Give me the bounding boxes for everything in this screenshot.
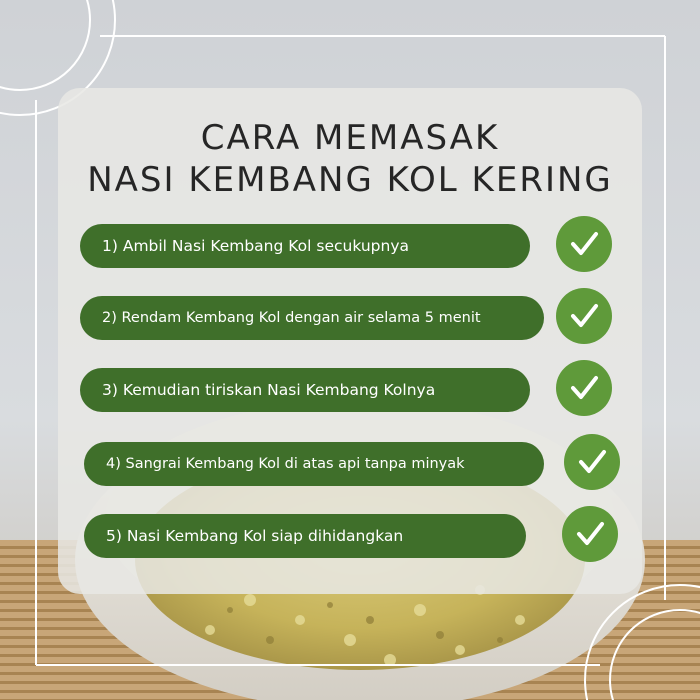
page-title-line-1: CARA MEMASAK <box>200 118 500 158</box>
step-2-label: 2) Rendam Kembang Kol dengan air selama 5 menit <box>102 310 481 326</box>
step-2 <box>80 296 544 340</box>
step-5 <box>84 514 526 558</box>
step-1-label: 1) Ambil Nasi Kembang Kol secukupnya <box>102 237 409 255</box>
step-3-check <box>556 360 612 416</box>
step-4 <box>84 442 544 486</box>
checkmark-icon <box>575 445 609 479</box>
step-4-check <box>564 434 620 490</box>
step-5-label: 5) Nasi Kembang Kol siap dihidangkan <box>106 527 404 545</box>
checkmark-icon <box>567 299 601 333</box>
checkmark-icon <box>567 227 601 261</box>
step-1-check <box>556 216 612 272</box>
step-5-check <box>562 506 618 562</box>
checkmark-icon <box>567 371 601 405</box>
page-title-line-2: NASI KEMBANG KOL KERING <box>87 160 613 200</box>
step-3-label: 3) Kemudian tiriskan Nasi Kembang Kolnya <box>102 381 436 399</box>
step-2-check <box>556 288 612 344</box>
checkmark-icon <box>573 517 607 551</box>
step-1 <box>80 224 530 268</box>
step-3 <box>80 368 530 412</box>
step-4-label: 4) Sangrai Kembang Kol di atas api tanpa minyak <box>106 456 465 472</box>
